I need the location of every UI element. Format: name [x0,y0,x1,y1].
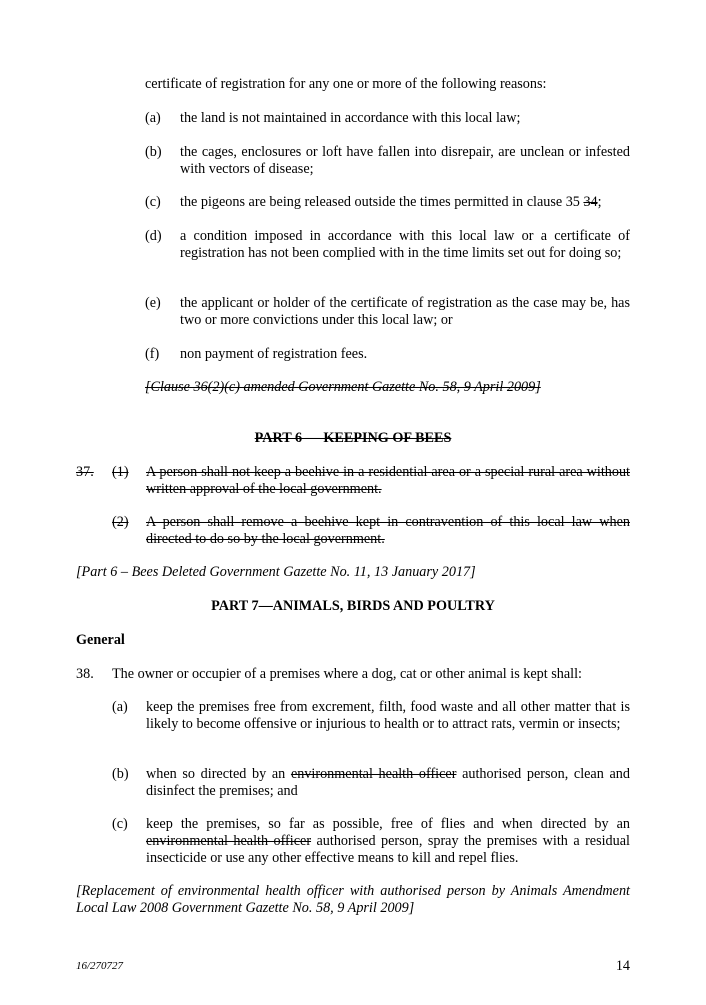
reason-c-punctuation: ; [597,194,602,210]
reason-label-b: (b) [145,144,162,160]
clause38-b-text-cont: authorised person, clean and disinfect the premises; and [146,766,630,799]
clause38-text-c [146,816,630,867]
reason-text-b: the cages, enclosures or loft have fallen into disrepair, are unclean or infested with vectors of disease; [180,144,630,177]
reason-label-e: (e) [145,295,161,311]
part7-heading: PART 7—ANIMALS, BIRDS AND POULTRY [211,598,495,614]
part6-heading: PART 6 — KEEPING OF BEES [254,430,452,446]
clause37-label-2: (2) [112,514,129,530]
reason-c-deleted-number: 34 [583,194,598,210]
clause38-number: 38. [76,666,94,682]
clause38-c-deleted-term: environmental health officer [146,833,312,849]
page-number: 14 [615,958,630,974]
clause38-b-text: when so directed by an [146,766,291,782]
reason-label-c: (c) [145,194,161,210]
clause37-text-1: A person shall not keep a beehive in a residential area or a special rural area without written approval of the local government. [146,464,630,497]
reason-label-d: (d) [145,228,162,244]
general-subheading: General [76,632,125,648]
clause36-amendment-note: [Clause 36(2)(c) amended Government Gazette No. 58, 9 April 2009] [145,379,541,395]
clause38-label-b: (b) [112,766,129,782]
clause38-text-b [146,766,630,800]
replacement-note: [Replacement of environmental health officer with authorised person by Animals Amendment Local Law 2008 Government Gazette No. 58, 9 April 2009] [76,883,630,916]
reason-text-a: the land is not maintained in accordance with this local law; [180,110,521,126]
reason-text-e: the applicant or holder of the certificate of registration as the case may be, has two or more convictions under this local law; or [180,295,630,328]
clause38-b-deleted-term: environmental health officer [290,766,457,782]
clause38-label-a: (a) [112,699,128,715]
reason-text-f: non payment of registration fees. [180,346,368,362]
reason-label-f: (f) [145,346,160,362]
clause38-c-text-cont: authorised person, spray the premises with a residual insecticide or use any other effective means to kill and repel flies. [146,833,630,866]
clause38-label-c: (c) [112,816,128,832]
clause37-label-1: (1) [112,464,129,480]
clause38-c-text: keep the premises, so far as possible, free of flies and when directed by an [146,816,630,832]
clause38-text-a: keep the premises free from excrement, filth, food waste and all other matter that is likely to become offensive or injurious to health or to attract rats, vermin or insects; [146,699,630,732]
clause37-number: 37. [76,464,94,480]
clause38-text: The owner or occupier of a premises where a dog, cat or other animal is kept shall: [112,666,582,682]
part6-deleted-note: [Part 6 – Bees Deleted Government Gazette No. 11, 13 January 2017] [76,564,476,580]
intro-text: certificate of registration for any one or more of the following reasons: [145,76,547,92]
document-reference: 16/270727 [76,960,124,972]
reason-c-text: the pigeons are being released outside the times permitted in clause 35 [180,194,584,210]
clause37-text-2: A person shall remove a beehive kept in contravention of this local law when directed to do so by the local government. [146,514,630,547]
reason-text-c [180,194,630,211]
reason-label-a: (a) [145,110,161,126]
reason-text-d: a condition imposed in accordance with this local law or a certificate of registration has not been complied with in the time limits set out for doing so; [180,228,630,261]
